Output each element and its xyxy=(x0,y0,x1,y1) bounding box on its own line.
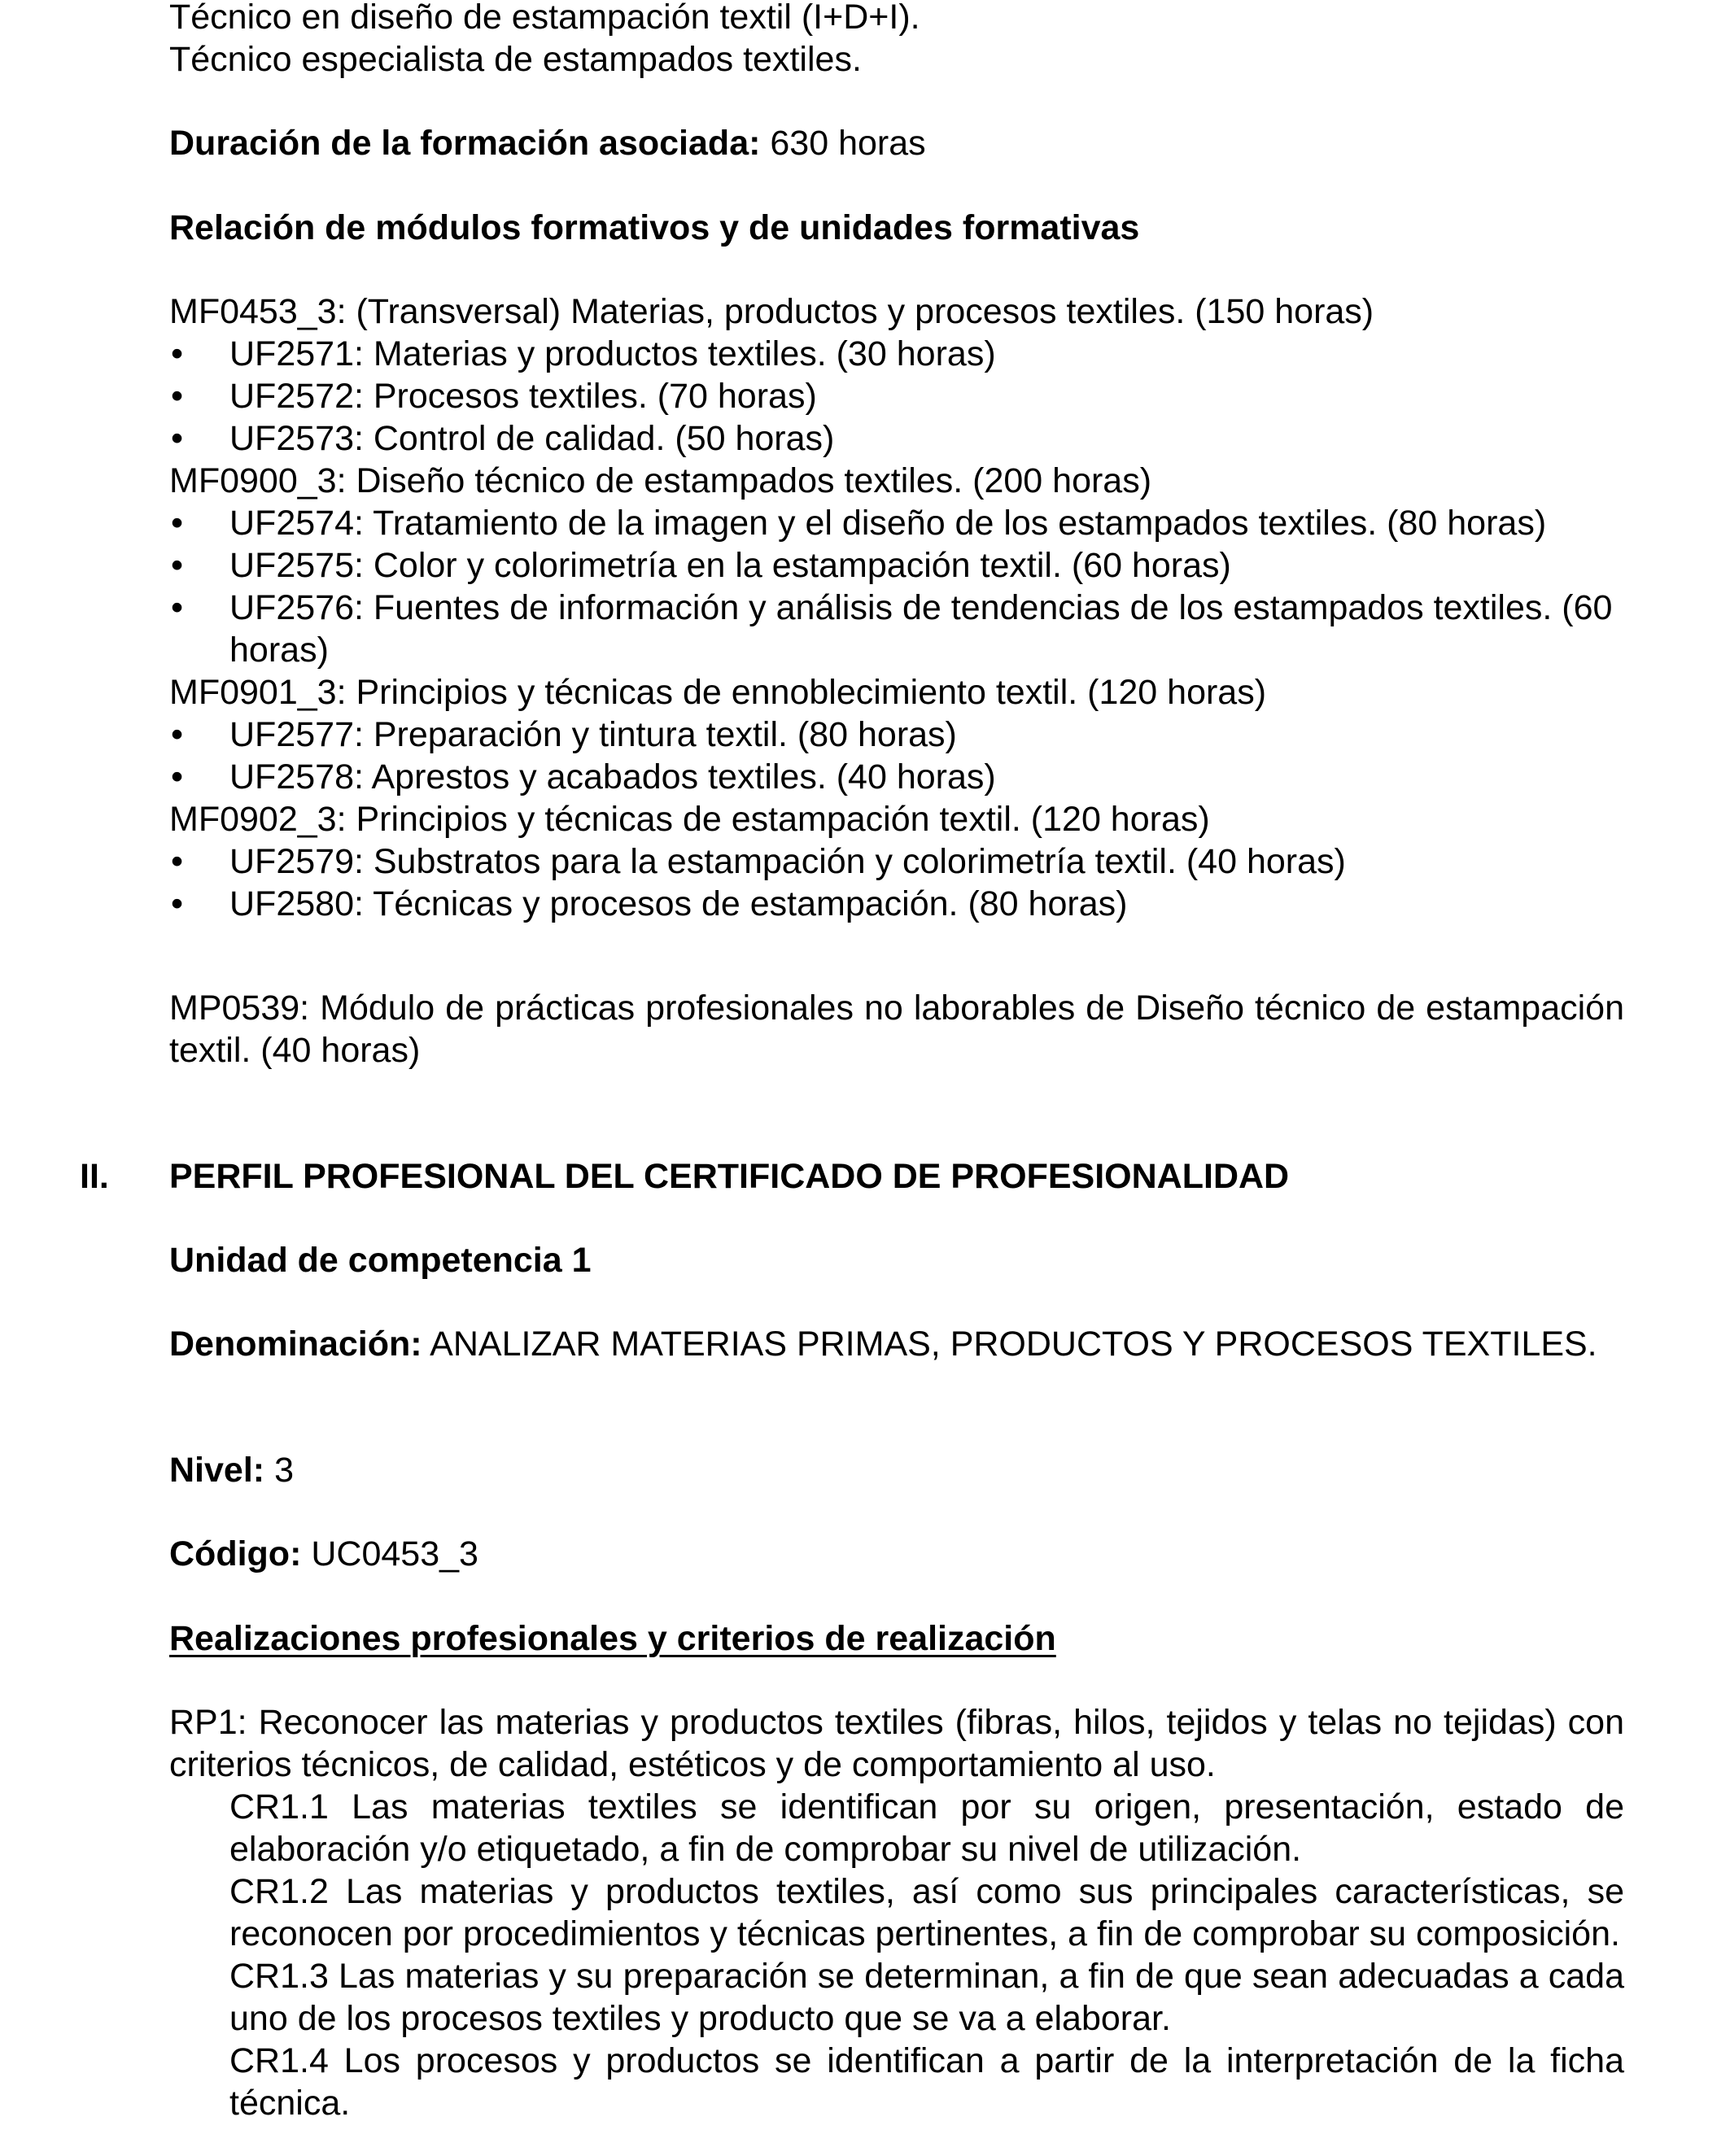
bullet-icon: • xyxy=(171,757,184,796)
level-value: 3 xyxy=(274,1451,294,1490)
unit-item: • UF2573: Control de calidad. (50 horas) xyxy=(171,419,835,458)
code-value: UC0453_3 xyxy=(311,1534,478,1573)
unit-heading: Unidad de competencia 1 xyxy=(169,1241,592,1280)
modules-list xyxy=(169,290,1624,925)
module-title: MF0901_3: Principios y técnicas de ennoblecimiento textil. (120 horas) xyxy=(169,673,1267,712)
unit-item: • UF2576: Fuentes de información y análisis de tendencias de los estampados textiles. (60 horas) xyxy=(171,588,1613,670)
section-title: PERFIL PROFESIONAL DEL CERTIFICADO DE PROFESIONALIDAD xyxy=(169,1157,1290,1196)
denomination xyxy=(169,1323,1624,1365)
modules-heading: Relación de módulos formativos y de unidades formativas xyxy=(169,208,1140,247)
code-label: Código: xyxy=(169,1534,302,1573)
duration-value: 630 horas xyxy=(770,124,926,163)
bullet-icon: • xyxy=(171,334,184,373)
module-title: MF0902_3: Principios y técnicas de estampación textil. (120 horas) xyxy=(169,800,1210,839)
bullet-icon: • xyxy=(171,504,184,543)
module-title: MF0900_3: Diseño técnico de estampados textiles. (200 horas) xyxy=(169,461,1152,500)
criterion-item: CR1.1 Las materias textiles se identifican por su origen, presentación, estado de elaboración y/o etiquetado, a fin de comprobar su nivel de utilización. xyxy=(229,1787,1624,1869)
level-line xyxy=(169,1449,1624,1491)
unit-item: • UF2575: Color y colorimetría en la estampación textil. (60 horas) xyxy=(171,546,1231,585)
rp1-text: RP1: Reconocer las materias y productos textiles (fibras, hilos, tejidos y telas no tejidas) con criterios técnicos, de calidad, estéticos y de comportamiento al uso. xyxy=(169,1703,1624,1784)
unit-item: • UF2574: Tratamiento de la imagen y el diseño de los estampados textiles. (80 horas) xyxy=(171,504,1547,543)
bullet-icon: • xyxy=(171,842,184,881)
realizations-heading: Realizaciones profesionales y criterios de realización xyxy=(169,1619,1056,1658)
intro-line: Técnico en diseño de estampación textil (I+D+I). xyxy=(169,0,920,37)
level-label: Nivel: xyxy=(169,1451,265,1490)
bullet-icon: • xyxy=(171,884,184,923)
section-number: II. xyxy=(80,1157,109,1196)
code-line xyxy=(169,1533,1624,1575)
bullet-icon: • xyxy=(171,377,184,416)
unit-item: • UF2577: Preparación y tintura textil. (80 horas) xyxy=(171,715,957,754)
practice-module: MP0539: Módulo de prácticas profesionales no laborables de Diseño técnico de estampación textil. (40 horas) xyxy=(169,989,1624,1070)
bullet-icon: • xyxy=(171,715,184,754)
unit-item: • UF2571: Materias y productos textiles. (30 horas) xyxy=(171,334,996,373)
unit-item: • UF2578: Aprestos y acabados textiles. (40 horas) xyxy=(171,757,996,796)
intro-block xyxy=(169,0,1624,81)
duration-label: Duración de la formación asociada: xyxy=(169,124,761,163)
bullet-icon: • xyxy=(171,546,184,585)
denomination-value: ANALIZAR MATERIAS PRIMAS, PRODUCTOS Y PROCESOS TEXTILES. xyxy=(430,1325,1597,1364)
intro-line: Técnico especialista de estampados textiles. xyxy=(169,40,862,79)
rp1-block xyxy=(169,1701,1624,2124)
duration-line xyxy=(169,122,1624,164)
denomination-label: Denominación: xyxy=(169,1325,422,1364)
unit-item: • UF2572: Procesos textiles. (70 horas) xyxy=(171,377,817,416)
criterion-item: CR1.4 Los procesos y productos se identifican a partir de la interpretación de la ficha técnica. xyxy=(229,2041,1624,2123)
module-title: MF0453_3: (Transversal) Materias, productos y procesos textiles. (150 horas) xyxy=(169,292,1374,331)
unit-item: • UF2579: Substratos para la estampación y colorimetría textil. (40 horas) xyxy=(171,842,1346,881)
criterion-item: CR1.2 Las materias y productos textiles, así como sus principales características, se reconocen por procedimientos y técnicas pertinentes, a fin de comprobar su composición. xyxy=(229,1872,1624,1953)
criterion-item: CR1.3 Las materias y su preparación se determinan, a fin de que sean adecuadas a cada uno de los procesos textiles y producto que se va a elaborar. xyxy=(229,1957,1624,2038)
bullet-icon: • xyxy=(171,588,184,627)
unit-item: • UF2580: Técnicas y procesos de estampación. (80 horas) xyxy=(171,884,1128,923)
bullet-icon: • xyxy=(171,419,184,458)
